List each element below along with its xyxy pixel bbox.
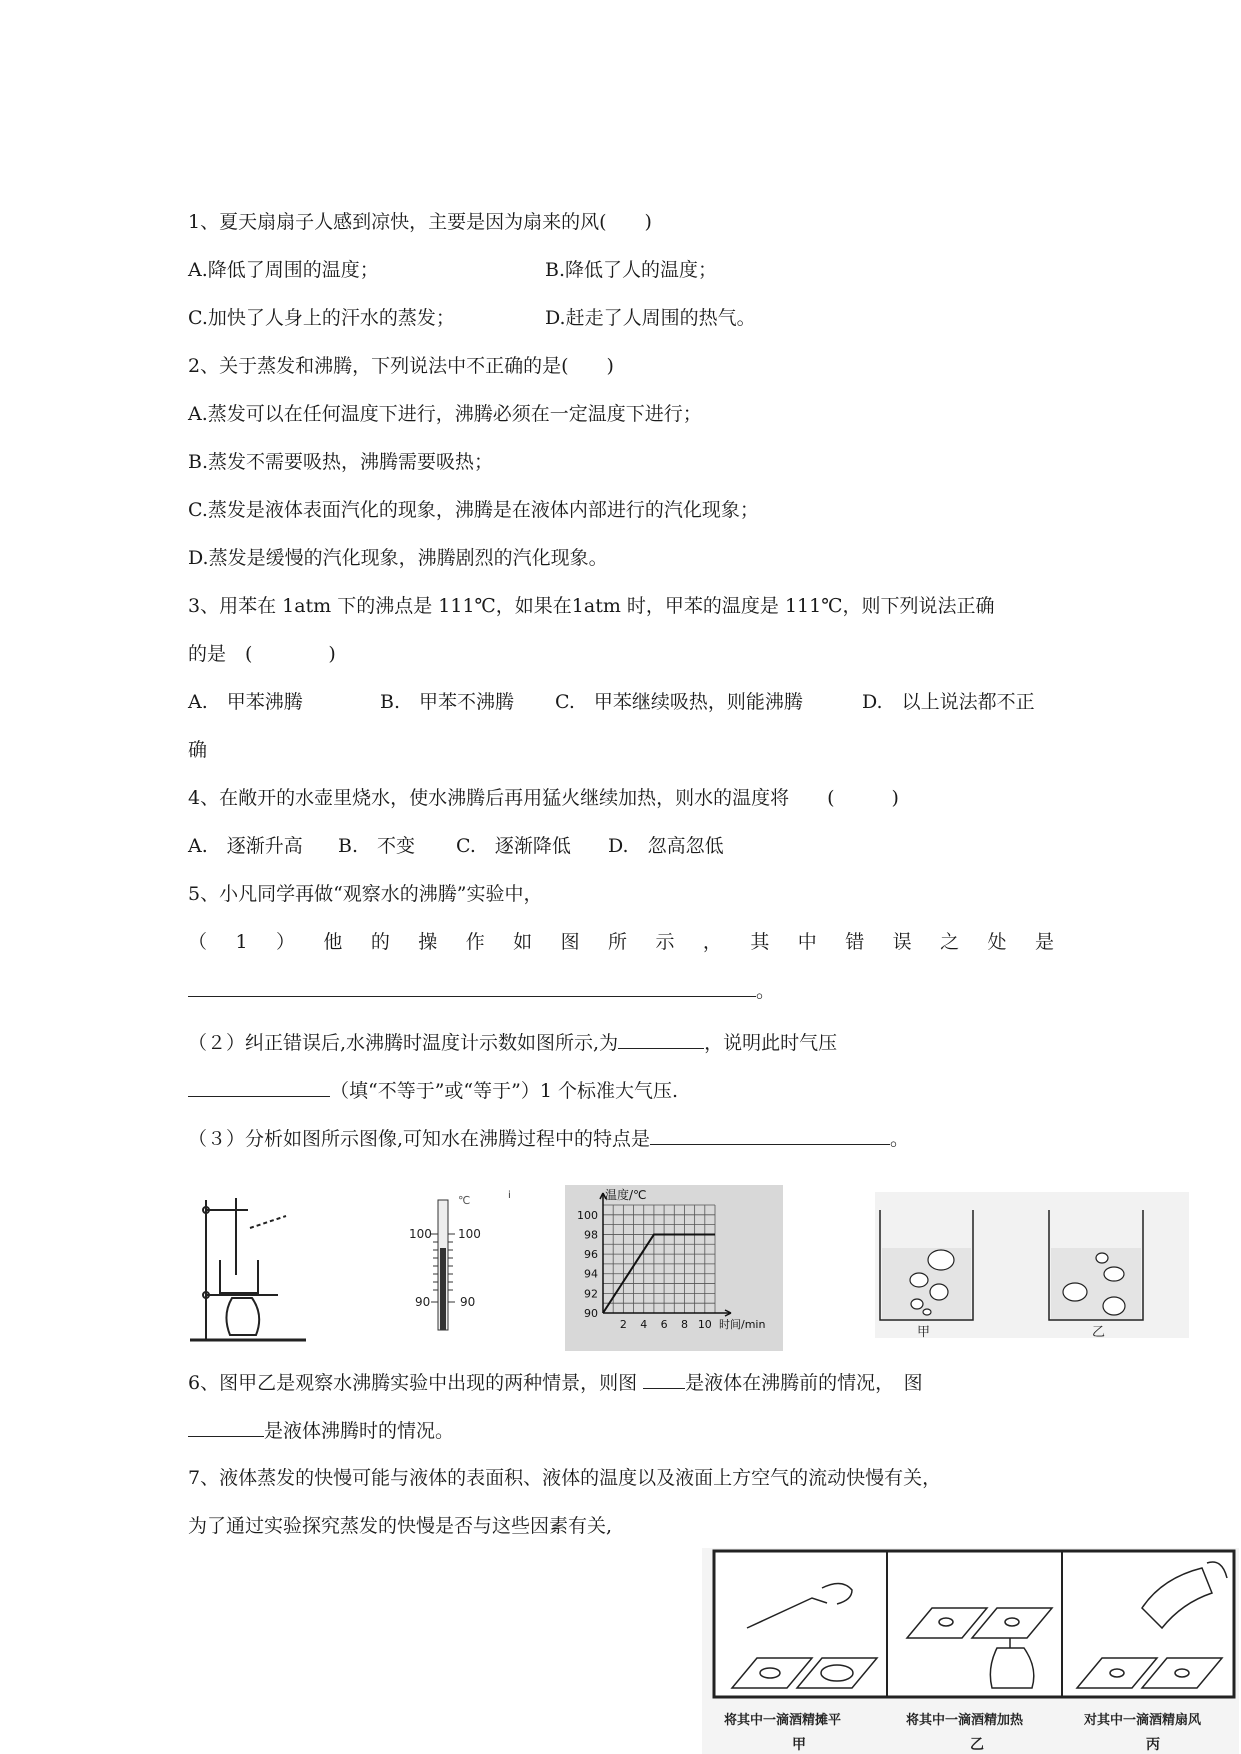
- q5-part1-char: 其: [750, 931, 770, 953]
- q5-part1-char: 示: [655, 931, 675, 953]
- q4-option-d: D. 忽高忽低: [608, 835, 724, 857]
- beaker-label-jia: 甲: [917, 1325, 931, 1340]
- q5-part1-char: ）: [275, 931, 295, 953]
- answer-blank[interactable]: [188, 1418, 264, 1437]
- q5-part2-cont: [188, 1078, 678, 1103]
- q1-option-b: B.降低了人的温度；: [545, 259, 718, 281]
- evaporation-experiment-figure: [702, 1548, 1239, 1754]
- q6-text-b: 是液体在沸腾前的情况， 图: [685, 1372, 923, 1394]
- q5-part1-char: 处: [987, 931, 1007, 953]
- q5-part1-answer-line: [188, 978, 775, 1003]
- beakers-figure: [875, 1192, 1189, 1338]
- beaker-label-yi: 乙: [1092, 1325, 1106, 1340]
- q5-part3: [188, 1126, 909, 1151]
- q4-option-a: A. 逐渐升高: [188, 835, 303, 857]
- q5-part1-char: 如: [513, 931, 533, 953]
- q5-part1-char: 他: [323, 931, 343, 953]
- q5-part3-text: （３）分析如图所示图像,可知水在沸腾过程中的特点是: [188, 1128, 651, 1150]
- q3-option-d-cont: 确: [188, 739, 208, 761]
- q5-part1-char: 1: [235, 931, 248, 953]
- q1-stem: 1、夏天扇扇子人感到凉快，主要是因为扇来的风( ): [188, 211, 652, 233]
- q5-part1-char: 中: [797, 931, 817, 953]
- chart-y-tick-label: 92: [584, 1287, 598, 1301]
- q5-part1-char: ，: [702, 931, 722, 953]
- q1-option-d: D.赶走了人周围的热气。: [545, 307, 756, 329]
- thermometer-label-100: 100: [458, 1227, 481, 1241]
- q4-option-b: B. 不变: [338, 835, 416, 857]
- chart-x-tick-label: 6: [660, 1318, 668, 1331]
- q4-stem: 4、在敞开的水壶里烧水，使水沸腾后再用猛火继续加热，则水的温度将 ( ): [188, 787, 899, 809]
- q5-part1-char: 操: [418, 931, 438, 953]
- q3-option-a: A. 甲苯沸腾: [188, 691, 303, 713]
- panel-label-jia: 甲: [792, 1737, 806, 1753]
- q1-option-c: C.加快了人身上的汗水的蒸发；: [188, 307, 455, 329]
- panel-caption-3: 对其中一滴酒精扇风: [1084, 1713, 1202, 1728]
- thermometer-figure: [398, 1190, 488, 1330]
- q5-stem: 5、小凡同学再做“观察水的沸腾”实验中，: [188, 883, 543, 905]
- chart-y-tick-label: 96: [584, 1248, 598, 1262]
- q6-text-c: 是液体沸腾时的情况。: [264, 1420, 455, 1442]
- chart-ylabel: 温度/℃: [605, 1188, 647, 1202]
- q3-option-c: C. 甲苯继续吸热，则能沸腾: [555, 691, 803, 713]
- chart-x-tick-label: 8: [680, 1318, 688, 1331]
- q2-option-c: C.蒸发是液体表面汽化的现象，沸腾是在液体内部进行的汽化现象；: [188, 499, 759, 521]
- q2-stem: 2、关于蒸发和沸腾，下列说法中不正确的是( ): [188, 355, 614, 377]
- q5-part1-end: 。: [756, 980, 776, 1002]
- q7-stem-cont: 为了通过实验探究蒸发的快慢是否与这些因素有关,: [188, 1515, 613, 1537]
- q7-stem: 7、液体蒸发的快慢可能与液体的表面积、液体的温度以及液面上方空气的流动快慢有关，: [188, 1467, 942, 1489]
- answer-blank[interactable]: [643, 1370, 685, 1389]
- panel-caption-1: 将其中一滴酒精摊平: [724, 1713, 842, 1728]
- svg-text:i: i: [508, 1190, 511, 1201]
- chart-xlabel: 时间/min: [719, 1318, 766, 1331]
- q5-part1: [188, 930, 1054, 954]
- q6-line2: [188, 1418, 454, 1443]
- answer-blank[interactable]: [618, 1030, 704, 1049]
- q5-part2: [188, 1030, 837, 1055]
- q1-option-a: A.降低了周围的温度；: [188, 259, 379, 281]
- thermometer-liquid: [440, 1248, 446, 1330]
- q5-part1-char: 错: [845, 931, 865, 953]
- panel-label-yi: 乙: [970, 1737, 984, 1753]
- q5-part1-char: 是: [1034, 931, 1054, 953]
- q5-part2-text-b: ，说明此时气压: [704, 1032, 838, 1054]
- q2-option-a: A.蒸发可以在任何温度下进行，沸腾必须在一定温度下进行；: [188, 403, 702, 425]
- panel-label-bing: 丙: [1146, 1737, 1160, 1753]
- thermometer-label-90: 90: [415, 1295, 431, 1309]
- q5-part2-text-a: （２）纠正错误后,水沸腾时温度计示数如图所示,为: [188, 1032, 619, 1054]
- q3-stem: 3、用苯在 1atm 下的沸点是 111℃，如果在1atm 时，甲苯的温度是 111℃，则下列说法正确: [188, 595, 995, 617]
- q5-part1-char: 之: [940, 931, 960, 953]
- q3-option-d: D. 以上说法都不正: [862, 691, 1035, 713]
- temperature-time-chart: [565, 1185, 783, 1351]
- q6-text-a: 6、图甲乙是观察水沸腾实验中出现的两种情景，则图: [188, 1372, 638, 1394]
- q3-option-b: B. 甲苯不沸腾: [380, 691, 515, 713]
- chart-x-tick-label: 2: [619, 1318, 627, 1331]
- q5-part1-char: 作: [465, 931, 485, 953]
- q4-option-c: C. 逐渐降低: [456, 835, 571, 857]
- chart-x-tick-label: 10: [697, 1318, 712, 1331]
- answer-blank[interactable]: [188, 1078, 330, 1097]
- thermometer-label-90: 90: [460, 1295, 476, 1309]
- panel-caption-2: 将其中一滴酒精加热: [906, 1713, 1024, 1728]
- q5-part1-char: 图: [560, 931, 580, 953]
- chart-x-tick-label: 4: [640, 1318, 648, 1331]
- q5-part1-char: （: [188, 931, 208, 953]
- q6-line1: [188, 1370, 923, 1395]
- q3-stem-cont: 的是 ( ): [188, 643, 336, 665]
- chart-y-tick-label: 94: [584, 1267, 598, 1281]
- chart-y-tick-label: 98: [584, 1228, 598, 1242]
- q5-part1-char: 的: [370, 931, 390, 953]
- chart-y-tick-label: 100: [577, 1208, 598, 1222]
- q5-part2-text-c: （填“不等于”或“等于”）1 个标准大气压.: [330, 1080, 679, 1102]
- q5-part1-char: 误: [892, 931, 912, 953]
- thermometer-label-100: 100: [409, 1227, 432, 1241]
- q5-part3-end: 。: [890, 1128, 910, 1150]
- thermometer-unit: ℃: [458, 1194, 471, 1207]
- answer-blank[interactable]: [650, 1126, 890, 1145]
- answer-blank[interactable]: [188, 978, 756, 997]
- chart-y-tick-label: 90: [584, 1307, 598, 1320]
- q5-part1-char: 所: [608, 931, 628, 953]
- q2-option-b: B.蒸发不需要吸热，沸腾需要吸热；: [188, 451, 494, 473]
- q2-option-d: D.蒸发是缓慢的汽化现象，沸腾剧烈的汽化现象。: [188, 547, 608, 569]
